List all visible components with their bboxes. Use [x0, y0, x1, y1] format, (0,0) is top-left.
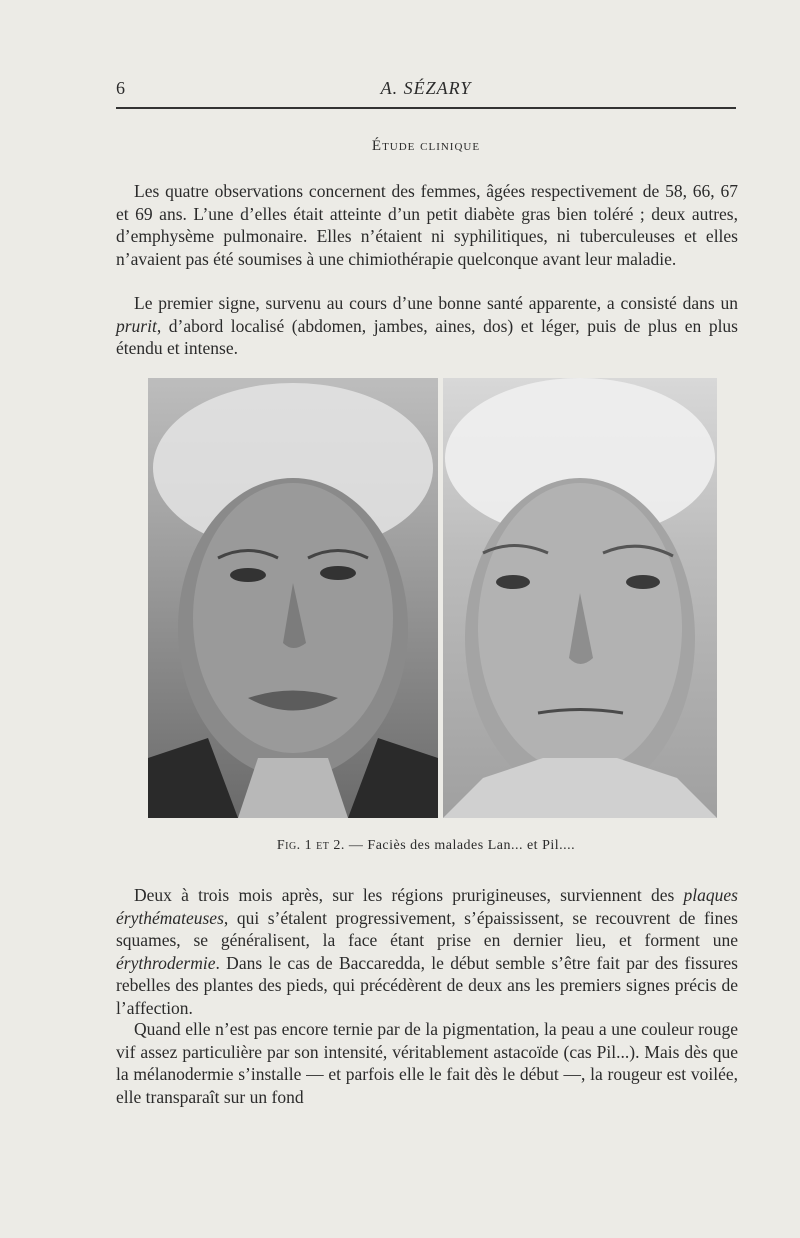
paragraph-3-italic-d: érythrodermie: [116, 952, 216, 973]
paragraph-3: [116, 884, 738, 1019]
paragraph-3-italic-b: plaques érythémateuses: [116, 885, 738, 928]
page-number: 6: [116, 78, 125, 98]
running-head: A. SÉZARY: [380, 78, 472, 98]
page-header: [116, 78, 736, 102]
paragraph-3-text-e: . Dans le cas de Baccaredda, le début semble s’être fait par des fissures rebelles des plantes des pieds, qui précédèrent de deux ans les premiers signes précis de l’affection.: [116, 952, 738, 1018]
paragraph-4-text: Quand elle n’est pas encore ternie par de la pigmentation, la peau a une couleur rouge vif assez particulière par son intensité, véritablement astacoïde (cas Pil...). Mais dès que la mélanodermie s’installe — et parfois elle le fait dès le début —, la rougeur est voilée, elle transparaît sur un fond: [116, 1019, 738, 1107]
paragraph-1-text: Les quatre observations concernent des femmes, âgées respectivement de 58, 66, 67 et 69 ans. L’une d’elles était atteinte d’un petit diabète gras bien toléré ; deux autres, d’emphysème pulmonaire. Elles n’étaient ni syphilitiques, ni tuberculeuses et elles n’avaient pas été soumises à une chimiothérapie quelconque avant leur maladie.: [116, 181, 738, 269]
figure-2-photo: [443, 378, 717, 818]
caption-text: — Faciès des malades Lan... et Pil....: [344, 838, 576, 853]
figure-1-photo: [148, 378, 438, 818]
paragraph-2: [116, 292, 738, 360]
paragraph-2-italic: prurit: [116, 315, 157, 336]
paragraph-2-text-c: , d’abord localisé (abdomen, jambes, aines, dos) et léger, puis de plus en plus étendu et intense.: [116, 315, 738, 358]
paragraph-3-text-c: , qui s’étalent progressivement, s’épaississent, se recouvrent de fines squames, se généralisent, la face étant prise en dernier lieu, et forment une: [116, 907, 738, 950]
header-rule: [116, 107, 736, 109]
paragraph-1: [116, 180, 738, 270]
figure-label: Fig. 1 et 2.: [276, 838, 345, 853]
section-title: Étude clinique: [371, 138, 481, 154]
paragraph-2-text-a: Le premier signe, survenu au cours d’une bonne santé apparente, a consisté dans un: [134, 293, 738, 313]
paragraph-4: [116, 1018, 738, 1108]
paragraph-3-text-a: Deux à trois mois après, sur les régions prurigineuses, surviennent des: [134, 885, 684, 905]
figure-caption: [116, 838, 736, 854]
